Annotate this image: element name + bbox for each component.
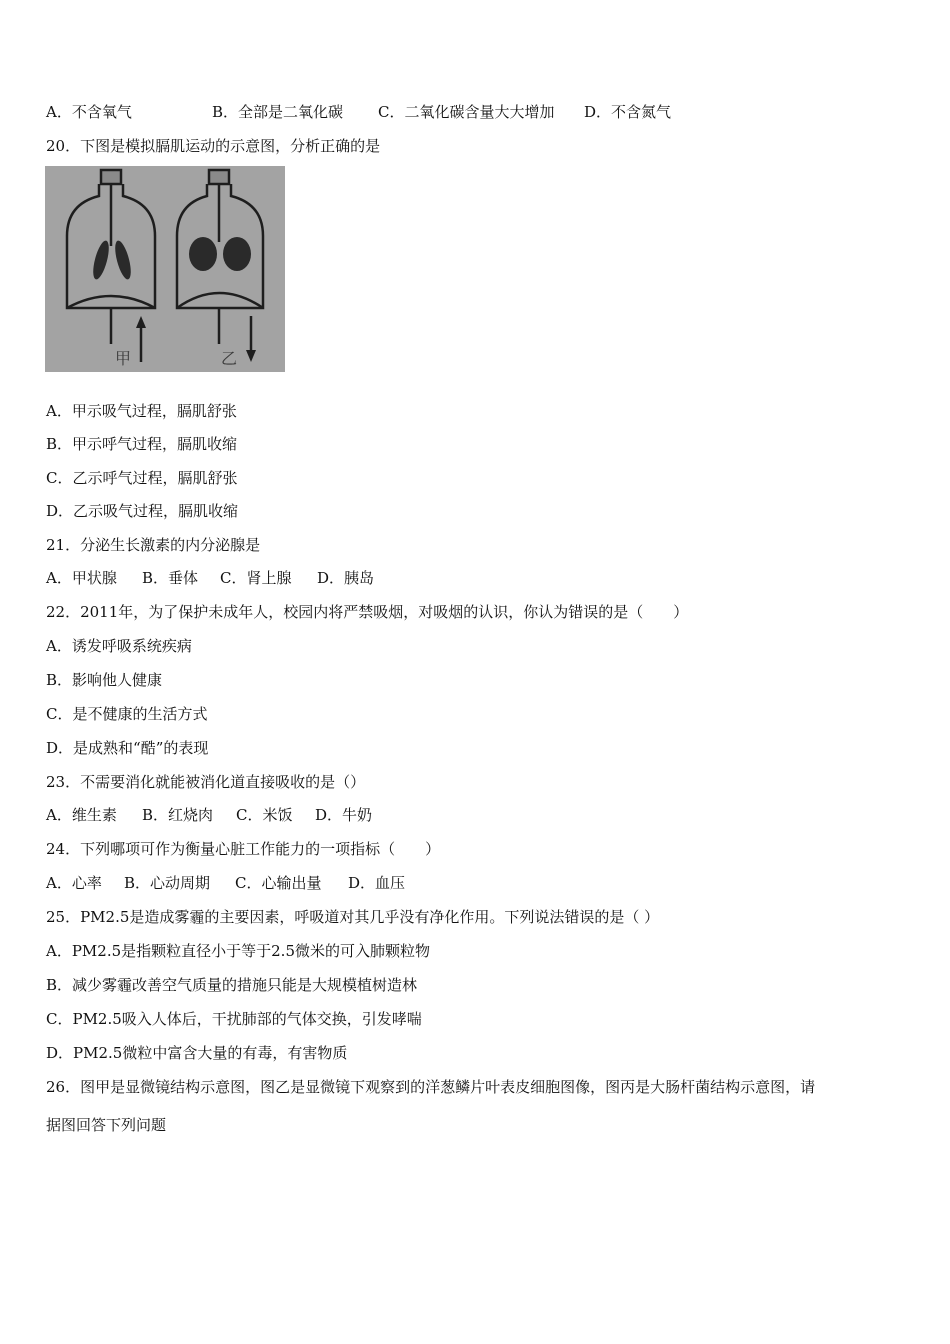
q24-option-b: B．心动周期: [124, 874, 211, 892]
figure-label-jia: 甲: [115, 349, 132, 368]
q21-option-c: C．肾上腺: [220, 569, 292, 587]
q25-option-d: D．PM2.5微粒中富含大量的有毒，有害物质: [46, 1044, 348, 1062]
q26-stem-line2: 据图回答下列问题: [46, 1116, 167, 1134]
q20-stem: 20．下图是模拟膈肌运动的示意图，分析正确的是: [46, 137, 381, 155]
q21-option-b: B．垂体: [142, 569, 199, 587]
q23-option-c: C．米饭: [236, 806, 293, 824]
q21-options-row: [46, 567, 374, 589]
q25-option-c: C．PM2.5吸入人体后，干扰肺部的气体交换，引发哮喘: [46, 1010, 422, 1028]
q19-options-row: [46, 101, 671, 123]
q25-option-a: A．PM2.5是指颗粒直径小于等于2.5微米的可入肺颗粒物: [46, 942, 430, 960]
diaphragm-model-figure: [45, 166, 285, 372]
q23-option-b: B．红烧肉: [142, 806, 214, 824]
q23-stem: 23．不需要消化就能被消化道直接吸收的是（）: [46, 773, 366, 791]
q19-option-d: D．不含氮气: [584, 103, 672, 121]
q25-stem: 25．PM2.5是造成雾霾的主要因素，呼吸道对其几乎没有净化作用。下列说法错误的是（ ）: [46, 908, 660, 926]
q22-stem: 22．2011年，为了保护未成年人，校园内将严禁吸烟，对吸烟的认识，你认为错误的是（ ）: [46, 603, 689, 621]
q24-options-row: [46, 872, 405, 894]
q20-option-c: C．乙示呼气过程，膈肌舒张: [46, 469, 238, 487]
q24-option-c: C．心输出量: [235, 874, 322, 892]
q22-option-c: C．是不健康的生活方式: [46, 705, 208, 723]
q20-option-b: B．甲示呼气过程，膈肌收缩: [46, 435, 238, 453]
q23-option-a: A．维生素: [46, 806, 117, 824]
q22-option-b: B．影响他人健康: [46, 671, 163, 689]
q21-option-d: D．胰岛: [317, 569, 375, 587]
q22-option-d: D．是成熟和“酷”的表现: [46, 739, 209, 757]
bell-jar-diagram: [45, 166, 285, 372]
q24-stem: 24．下列哪项可作为衡量心脏工作能力的一项指标（ ）: [46, 840, 441, 858]
q19-option-c: C．二氧化碳含量大大增加: [378, 103, 555, 121]
q23-options-row: [46, 804, 372, 826]
figure-label-yi: 乙: [221, 349, 238, 368]
q19-option-b: B．全部是二氧化碳: [212, 103, 344, 121]
q23-option-d: D．牛奶: [315, 806, 373, 824]
q21-option-a: A．甲状腺: [46, 569, 117, 587]
q22-option-a: A．诱发呼吸系统疾病: [46, 637, 192, 655]
q20-option-d: D．乙示吸气过程，膈肌收缩: [46, 502, 239, 520]
q21-stem: 21．分泌生长激素的内分泌腺是: [46, 536, 261, 554]
q19-option-a: A．不含氧气: [46, 103, 132, 121]
q24-option-a: A．心率: [46, 874, 102, 892]
q26-stem-line1: 26．图甲是显微镜结构示意图，图乙是显微镜下观察到的洋葱鳞片叶表皮细胞图像，图丙是大肠杆菌结构示意图，请: [46, 1078, 816, 1096]
q24-option-d: D．血压: [348, 874, 406, 892]
q20-option-a: A．甲示吸气过程，膈肌舒张: [46, 402, 237, 420]
q25-option-b: B．减少雾霾改善空气质量的措施只能是大规模植树造林: [46, 976, 418, 994]
